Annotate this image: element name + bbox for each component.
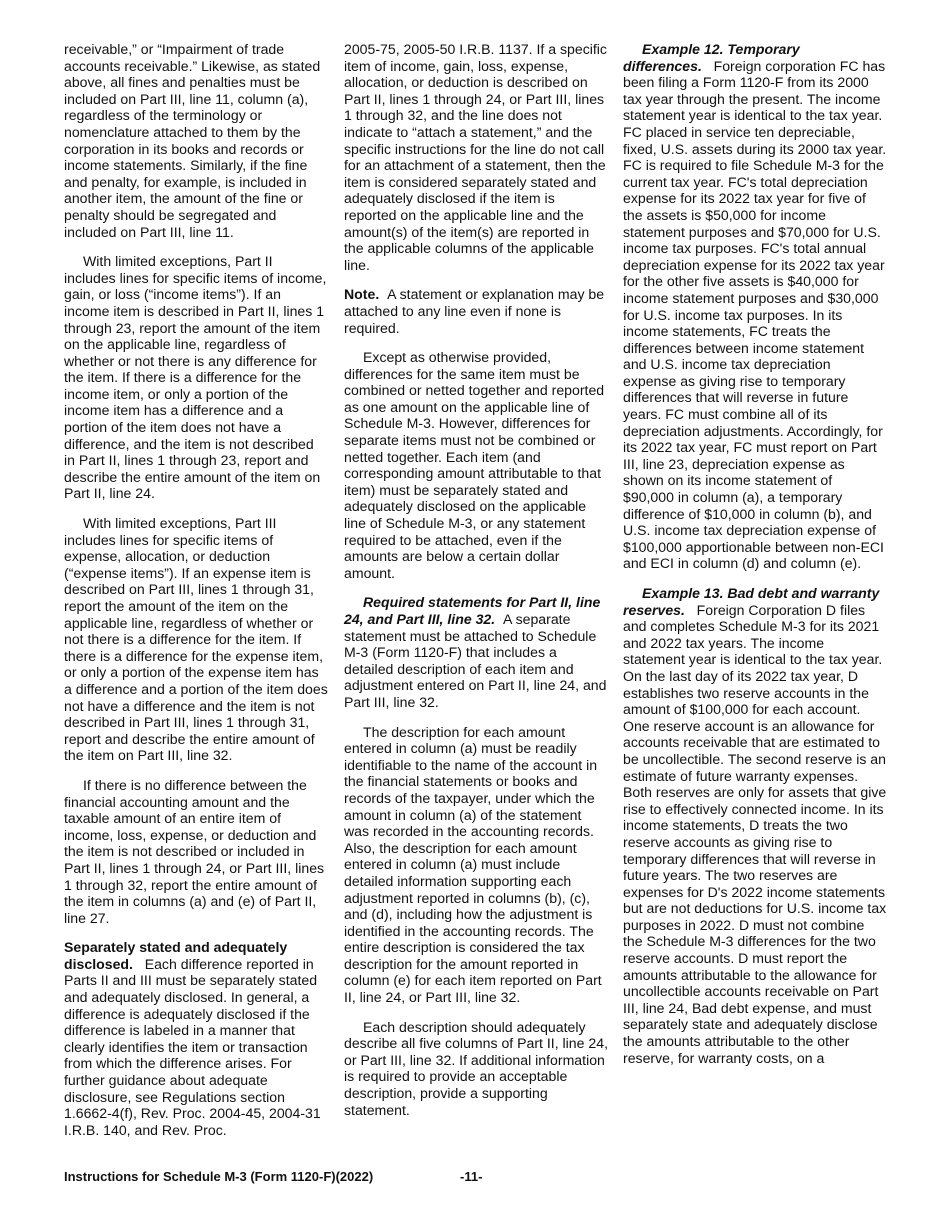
paragraph-heading: Separately stated and adequately disclosed. [64, 939, 288, 972]
paragraph [344, 594, 608, 710]
paragraph-text: A separate statement must be attached to Schedule M-3 (Form 1120-F) that includes a detailed description of each item and adjustment entered on Part II, line 24, and Part III, line 32. [344, 611, 607, 710]
paragraph: If there is no difference between the financial accounting amount and the taxable amount of an entire item of income, loss, expense, or deduction and the item is not described or included in Part II, lines 1 through 24, or Part III, lines 1 through 32, report the entire amount of the item in columns (a) and (e) of Part II, line 27. [64, 776, 325, 926]
paragraph-text: Each difference reported in Parts II and III must be separately stated and adequately disclosed. In general, a difference is adequately disclosed if the difference is labeled in a manner that clearly identifies the item or transaction from which the difference arises. For further guidance about adequate disclosure, see Regulations section 1.6662-4(f), Rev. Proc. 2004-45, 2004-31 I.R.B. 140, and Rev. Proc. [64, 955, 321, 1138]
paragraph-text: Foreign corporation FC has been filing a Form 1120-F from its 2000 tax year through the present. The income statement year is identical to the tax year. FC placed in service ten depreciable, fixed, U.S. assets during its 2000 tax year. FC is required to file Schedule M-3 for the current tax year. FC's total depreciation expense for its 2022 tax year for five of the assets is $50,000 for income statement purposes and $70,000 for U.S. income tax purposes. FC's total annual depreciation expense for its 2022 tax year for the other five assets is $40,000 for income statement purposes and $30,000 for U.S. income tax purposes. In its income statements, FC treats the differences between income statement and U.S. income tax depreciation expense as giving rise to temporary differences that will reverse in future years. FC must combine all of its depreciation adjustments. Accordingly, for its 2022 tax year, FC must report on Part III, line 23, depreciation expense as shown on its income statement of $90,000 in column (a), a temporary difference of $10,000 in column (b), and U.S. income tax depreciation expense of $100,000 apportionable between non-ECI and ECI in column (d) and column (e). [623, 57, 887, 572]
paragraph-text: Foreign Corporation D files and completes Schedule M-3 for its 2021 and 2022 tax years. The income statement year is identical to the tax year. On the last day of its 2022 tax year, D establishes two reserve accounts in the amount of $100,000 for each account. One reserve account is an allowance for accounts receivable that are estimated to be uncollectible. The second reserve is an estimate of future warranty expenses. Both reserves are only for assets that give rise to effectively connected income. In its income statements, D treats the two reserve accounts as giving rise to temporary differences that will reverse in future years. The two reserves are expenses for D's 2022 income statements but are not deductions for U.S. income tax purposes in 2022. D must not combine the Schedule M-3 differences for the two reserve accounts. D must report the amounts attributable to the allowance for uncollectible accounts receivable on Part III, line 24, Bad debt expense, and must separately state and adequately disclose the amounts attributable to the other reserve, for warranty costs, on a [623, 601, 887, 1066]
paragraph [64, 939, 328, 1138]
note-heading: Note. [344, 286, 380, 303]
paragraph: receivable,” or “Impairment of trade accounts receivable.” Likewise, as stated above, all fines and penalties must be included on Part III, line 11, column (a), regardless of the terminology or nomenclature attached to them by the corporation in its books and records or income statements. Similarly, if the fine and penalty, for example, is included in another item, the amount of the fine or penalty should be segregated and included on Part III, line 11. [64, 41, 321, 240]
paragraph [623, 585, 887, 1066]
paragraph-text: A statement or explanation may be attached to any line even if none is required. [344, 286, 605, 336]
example-heading: Example 13. Bad debt and warranty reserves. [623, 585, 880, 618]
paragraph: Except as otherwise provided, differences for the same item must be combined or netted together and reported as one amount on the applicable line of Schedule M-3. However, differences for separate items must not be combined or netted together. Each item (and corresponding amount attributable to that item) must be separately stated and adequately disclosed on the applicable line of Schedule M-3, or any statement required to be attached, even if the amounts are below a certain dollar amount. [344, 349, 605, 581]
paragraph: With limited exceptions, Part II includes lines for specific items of income, gain, or loss (“income items”). If an income item is described in Part II, lines 1 through 23, report the amount of the item on the applicable line, regardless of whether or not there is any difference for the item. If there is a difference for the income item, or only a portion of the income item has a difference and a portion of the item does not have a difference, and the item is not described in Part II, lines 1 through 23, report and describe the entire amount of the item on Part II, line 24. [64, 253, 327, 502]
column-2 [344, 41, 608, 1131]
paragraph [623, 41, 887, 572]
column-3 [623, 41, 887, 1079]
footer-title: Instructions for Schedule M-3 (Form 1120-F)(2022) [64, 1169, 374, 1184]
paragraph: 2005-75, 2005-50 I.R.B. 1137. If a specific item of income, gain, loss, expense, allocation, or deduction is described on Part II, lines 1 through 24, or Part III, lines 1 through 32, and the line does not indicate to “attach a statement,” and the specific instructions for the line do not call for an attachment of a statement, then the item is considered separately stated and adequately disclosed if the item is reported on the applicable line and the amount(s) of the item(s) are reported in the applicable columns of the applicable line. [344, 41, 607, 273]
paragraph: The description for each amount entered in column (a) must be readily identifiable to the name of the account in the financial statements or books and records of the taxpayer, under which the amount in column (a) of the statement was recorded in the accounting records. Also, the description for each amount entered in column (a) must include detailed information supporting each adjustment reported in columns (b), (c), and (d), including how the adjustment is identified in the accounting records. The entire description is considered the tax description for the amount reported in column (e) for each item reported on Part II, line 24, or Part III, line 32. [344, 723, 602, 1006]
paragraph-heading: Required statements for Part II, line 24, and Part III, line 32. [344, 594, 601, 627]
example-heading: Example 12. Temporary differences. [623, 41, 800, 74]
paragraph [344, 286, 608, 336]
paragraph: With limited exceptions, Part III includes lines for specific items of expense, allocation, or deduction (“expense items”). If an expense item is described on Part III, lines 1 through 31, report the amount of the item on the applicable line, regardless of whether or not there is a difference for the item. If there is a difference for the expense item, or only a portion of the expense item has a difference and a portion of the item does not have a difference and the item is not described in Part III, lines 1 through 31, report and describe the entire amount of the item on Part III, line 32. [64, 515, 328, 764]
paragraph: Each description should adequately describe all five columns of Part II, line 24, or Part III, line 32. If additional information is required to provide an acceptable description, provide a supporting statement. [344, 1018, 608, 1118]
page-number: -11- [460, 1169, 483, 1184]
column-1 [64, 41, 328, 1151]
